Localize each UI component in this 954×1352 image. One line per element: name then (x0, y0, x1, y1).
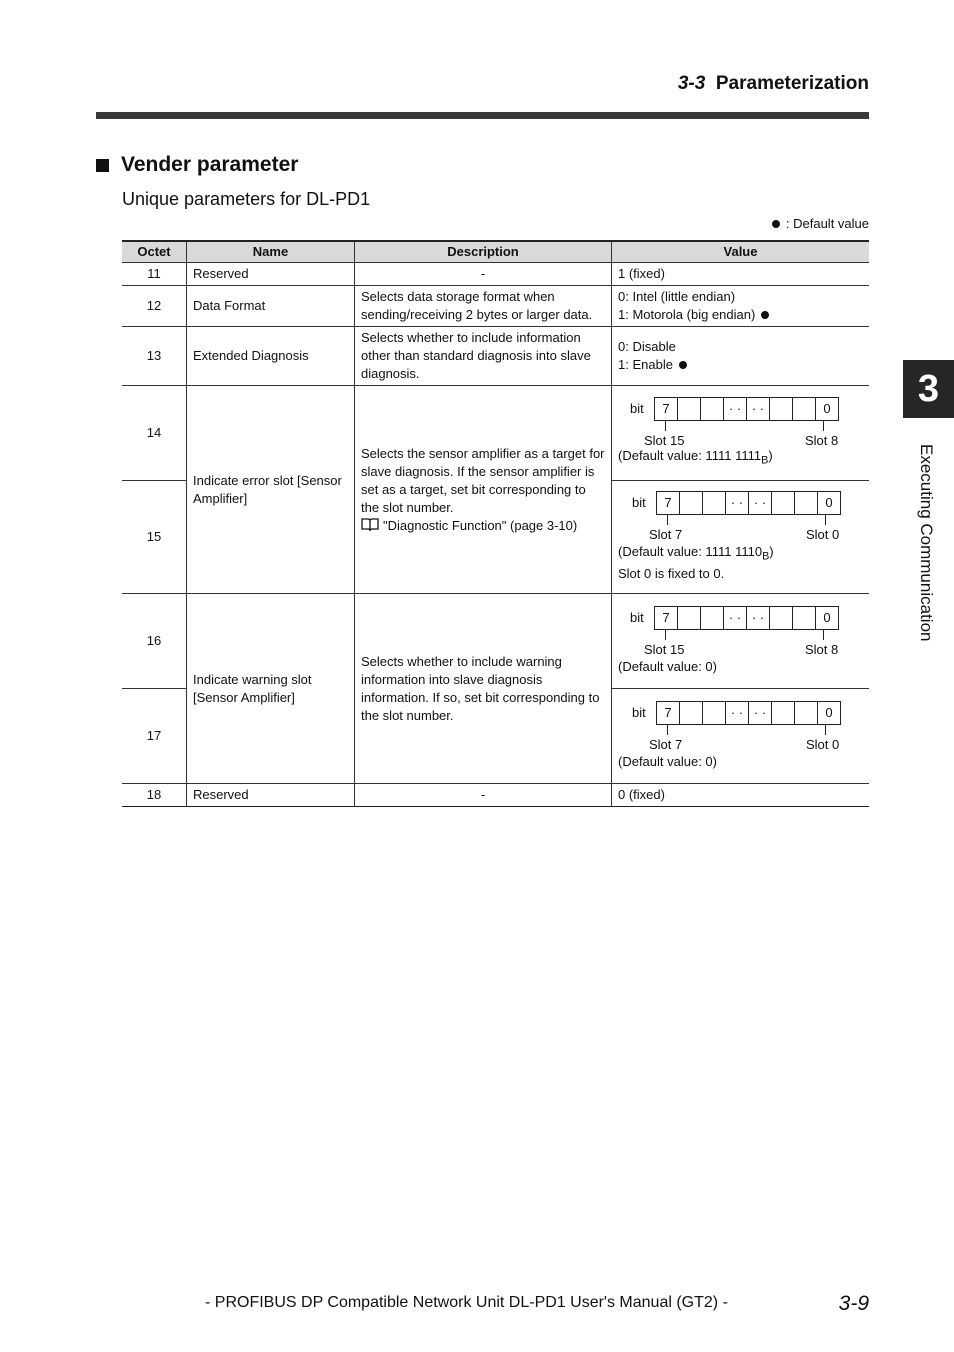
description-cell (355, 386, 612, 594)
bit-cell: · · (726, 702, 749, 724)
bit-label: bit (630, 610, 644, 625)
bit-boxes (654, 397, 839, 421)
value-line: 0: Intel (little endian) (618, 289, 736, 304)
bit-tick (823, 420, 824, 431)
bit-cell (772, 492, 795, 514)
bit-tick (823, 629, 824, 640)
value-cell (612, 386, 870, 481)
octet-cell: 11 (122, 263, 187, 286)
bit-diagram (618, 491, 858, 543)
bit-boxes (656, 491, 841, 515)
reference-link-text: "Diagnostic Function" (page 3-10) (383, 517, 578, 533)
name-cell: Reserved (187, 263, 355, 286)
bit-cell (678, 398, 701, 420)
value-line (618, 306, 863, 324)
section-header-title: Parameterization (715, 73, 869, 94)
default-value (618, 543, 863, 566)
bit-cell (770, 607, 793, 629)
bit-tick (825, 514, 826, 525)
description-text: Selects the sensor amplifier as a target for slave diagnosis. If the sensor amplifier is set as a target, set bit corresponding to the slot number. (361, 445, 605, 515)
bit-cell (703, 702, 726, 724)
value-text: 1: Enable (618, 357, 673, 372)
bit-cell: 0 (823, 610, 831, 625)
default-value-text: ) (768, 447, 773, 463)
bit-cell: · · (749, 702, 772, 724)
bit-tick (665, 420, 666, 431)
page-title-text: Vender parameter (121, 153, 299, 176)
description-cell: - (355, 784, 612, 807)
default-value-text: ) (769, 543, 774, 559)
bit-label: bit (630, 400, 644, 416)
section-header (678, 73, 869, 95)
default-value: (Default value: 0) (618, 659, 717, 674)
bit-cell: 7 (655, 607, 678, 629)
table-row (122, 784, 869, 807)
value-cell (612, 594, 870, 689)
bit-cell (793, 607, 816, 629)
bit-tick (667, 514, 668, 525)
name-cell: Indicate error slot [Sensor Amplifier] (187, 386, 355, 594)
octet-cell: 15 (122, 481, 187, 594)
bit-boxes (656, 701, 841, 725)
default-value: (Default value: 0) (618, 754, 717, 769)
name-cell: Reserved (187, 784, 355, 807)
description-cell: - (355, 263, 612, 286)
bit-cell (701, 607, 724, 629)
bit-diagram (618, 606, 858, 658)
bit-tick (665, 629, 666, 640)
bit-diagram (618, 397, 858, 447)
description-cell: Selects whether to include information other than standard diagnosis into slave diagnosis. (355, 327, 612, 386)
table-row (122, 263, 869, 286)
name-cell: Data Format (187, 286, 355, 327)
col-octet: Octet (122, 241, 187, 263)
bit-cell: 0 (825, 705, 833, 720)
bit-cell: 7 (657, 492, 680, 514)
section-number: 3-3 (677, 73, 706, 94)
bit-cell: · · (724, 607, 747, 629)
subtitle: Unique parameters for DL-PD1 (122, 189, 371, 209)
header-rule (96, 112, 869, 119)
col-name: Name (187, 241, 355, 263)
bit-cell (678, 607, 701, 629)
table-row (122, 327, 869, 386)
bit-cell (703, 492, 726, 514)
bit-cell: 0 (825, 494, 833, 510)
slot-label: Slot 7 (649, 526, 683, 542)
bit-cell (701, 398, 724, 420)
page-number: 3-9 (838, 1292, 869, 1315)
bit-cell: 7 (655, 398, 678, 420)
default-dot-icon (772, 220, 780, 228)
bit-cell (680, 492, 703, 514)
bit-boxes (654, 606, 839, 630)
fixed-note: Slot 0 is fixed to 0. (618, 566, 725, 582)
value-line (618, 356, 863, 374)
bit-cell: 0 (823, 400, 831, 416)
bit-diagram (618, 701, 858, 753)
bit-label: bit (632, 494, 646, 510)
slot-label: Slot 8 (805, 432, 839, 448)
bit-cell (772, 702, 795, 724)
value-cell: 0 (fixed) (612, 784, 870, 807)
bit-cell (793, 398, 816, 420)
table-header-row (122, 241, 869, 263)
default-value-subscript: B (762, 550, 770, 563)
default-value-text: (Default value: 1111 1110 (618, 543, 763, 559)
default-value-subscript: B (761, 454, 769, 467)
value-line: 0: Disable (618, 339, 676, 354)
octet-cell: 14 (122, 386, 187, 481)
octet-cell: 12 (122, 286, 187, 327)
default-value (618, 447, 863, 470)
octet-cell: 18 (122, 784, 187, 807)
slot-label: Slot 0 (806, 526, 840, 542)
col-description: Description (355, 241, 612, 263)
bit-cell: · · (747, 607, 770, 629)
default-dot-icon (761, 311, 769, 319)
slot-label: Slot 15 (644, 642, 685, 657)
bit-tick (667, 724, 668, 735)
slot-label: Slot 0 (806, 737, 840, 752)
value-cell (612, 286, 870, 327)
chapter-title-side: Executing Communication (917, 444, 936, 642)
bit-cell: · · (749, 492, 772, 514)
vendor-parameter-table (122, 240, 869, 807)
octet-cell: 17 (122, 689, 187, 784)
square-bullet-icon (96, 159, 109, 172)
octet-cell: 13 (122, 327, 187, 386)
legend-text: : Default value (785, 216, 869, 231)
default-value-legend (772, 216, 869, 231)
value-text: 1: Motorola (big endian) (618, 307, 756, 322)
value-cell: 1 (fixed) (612, 263, 870, 286)
description-cell: Selects whether to include warning information into slave diagnosis information. If so, set bit corresponding to the slot number. (355, 594, 612, 784)
default-value-text: (Default value: 1111 1111 (618, 447, 762, 463)
chapter-number-tab: 3 (903, 360, 954, 418)
name-cell: Indicate warning slot [Sensor Amplifier] (187, 594, 355, 784)
table-row (122, 286, 869, 327)
default-dot-icon (679, 361, 687, 369)
bit-cell: · · (726, 492, 749, 514)
bit-cell: · · (724, 398, 747, 420)
bit-tick (825, 724, 826, 735)
table-row (122, 386, 869, 481)
footer-text: - PROFIBUS DP Compatible Network Unit DL-PD1 User's Manual (GT2) - (205, 1294, 728, 1311)
value-cell (612, 689, 870, 784)
manual-reference-icon (361, 518, 379, 532)
bit-cell: 7 (657, 702, 680, 724)
page-title (96, 153, 298, 177)
bit-cell (680, 702, 703, 724)
bit-cell: · · (747, 398, 770, 420)
value-cell (612, 327, 870, 386)
value-cell (612, 481, 870, 594)
name-cell: Extended Diagnosis (187, 327, 355, 386)
octet-cell: 16 (122, 594, 187, 689)
slot-label: Slot 8 (805, 642, 839, 657)
description-cell: Selects data storage format when sending/receiving 2 bytes or larger data. (355, 286, 612, 327)
slot-label: Slot 15 (644, 432, 685, 448)
bit-cell (770, 398, 793, 420)
bit-cell (795, 702, 818, 724)
bit-label: bit (632, 705, 646, 720)
col-value: Value (612, 241, 870, 263)
slot-label: Slot 7 (649, 737, 683, 752)
bit-cell (795, 492, 818, 514)
table-row (122, 594, 869, 689)
